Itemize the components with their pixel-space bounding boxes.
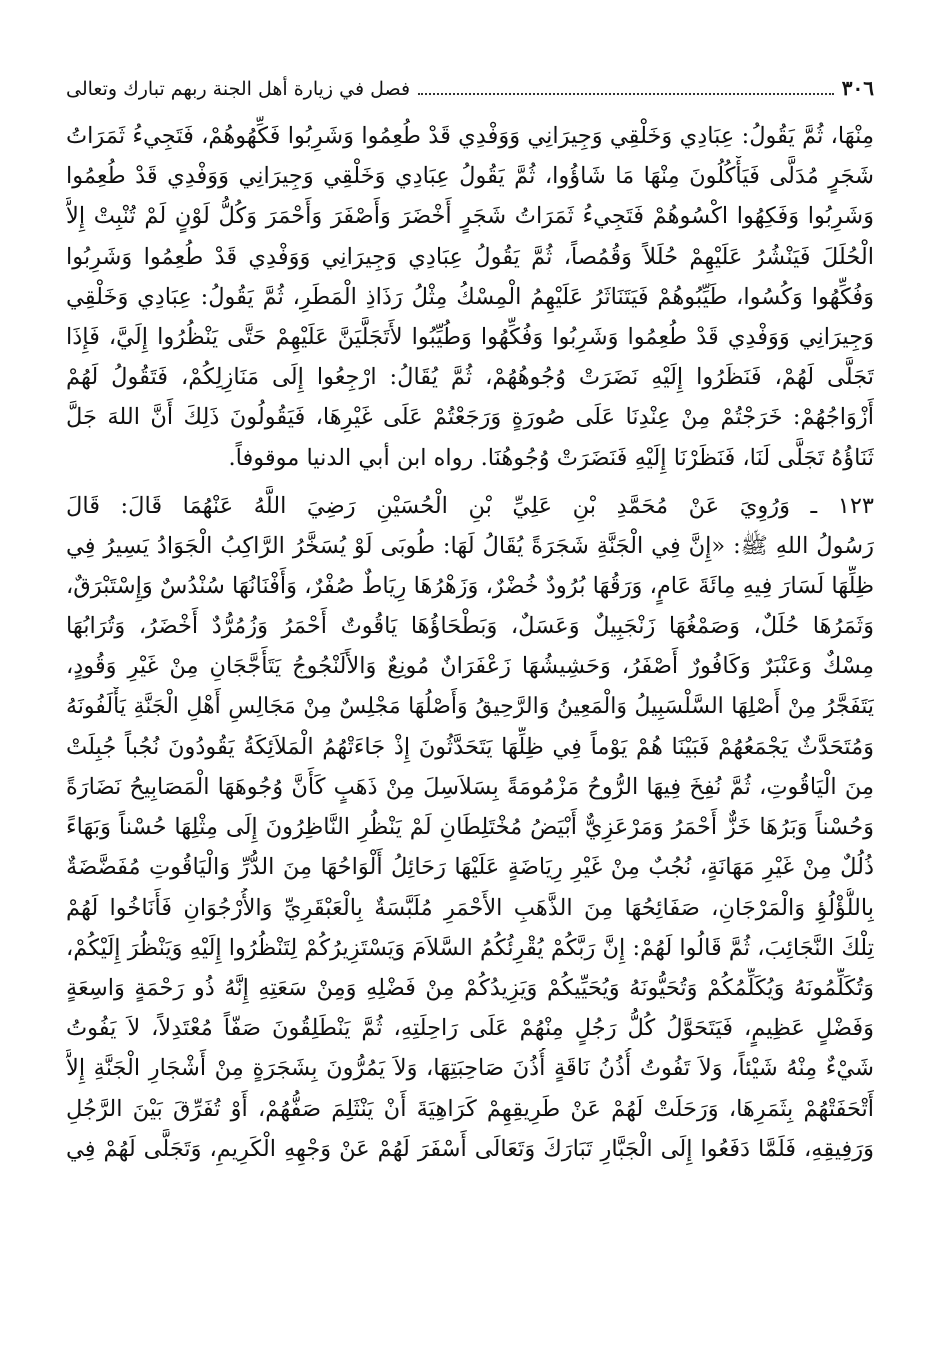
text-line: تَجَلَّى لَهُمْ، فَنَظَرُوا إِلَيْهِ نَضَرَتْ وُجُوهُهُمْ، ثُمَّ يُقَالُ: ارْجِعُوا إِلَى مَنَازِلِكُمْ، فَتَقُولُ لَهُمْ — [66, 364, 874, 391]
section-title: فصل في زيارة أهل الجنة ربهم تبارك وتعالى — [66, 78, 411, 100]
hadith-heading-line: ١٢٣ ـ وَرُوِيَ عَنْ مُحَمَّدِ بْنِ عَلِيِّ بْنِ الْحُسَيْنِ رَضِيَ اللَّهُ عَنْهُمَا قَالَ: قَالَ — [66, 492, 874, 519]
text-line: مِنْهَا، ثُمَّ يَقُولُ: عِبَادِي وَخَلْقِي وَجِيرَانِي وَوَفْدِي قَدْ طُعِمُوا وَشَرِبُوا فَكِّهُوهُمْ، فَتَجِيءُ ثَمَرَاتُ — [66, 123, 874, 149]
text-line: شَيْءٌ مِنْهُ شَيْئاً، وَلاَ تَفُوتُ أُذُنُ نَاقَةٍ أُذُنَ صَاحِبَتِهَا، وَلاَ يَمُرُّونَ بِشَجَرَةٍ مِنْ أَشْجَارِ الْجَنَّةِ إِلاَّ — [66, 1055, 874, 1082]
header-leader-dots — [418, 92, 834, 95]
paragraph-1 — [66, 116, 874, 478]
text-line: تِلْكَ النَّجَائِبَ، ثُمَّ قَالُوا لَهُمْ: إِنَّ رَبَّكُمْ يُقْرِئُكُمُ السَّلاَمَ وَيَسْتَزِيرُكُمْ لِتَنْظُرُوا إِلَيْهِ وَيَنْظُرَ إِلَيْكُمْ، — [66, 934, 874, 961]
text-line: ثَنَاؤُهُ تَجَلَّى لَنَا، فَنَظَرْنَا إِلَيْهِ فَنَضَرَتْ وُجُوهُنَا. رواه ابن أبي الدنيا موقوفاً. — [228, 444, 874, 471]
text-line: وَفَضْلٍ عَظِيمٍ، فَيَتَحَوَّلُ كُلُّ رَجُلٍ مِنْهُمْ عَلَى رَاحِلَتِهِ، ثُمَّ يَنْطَلِقُونَ صَفّاً مُعْتَدِلاً، لاَ يَفُوتُ — [66, 1015, 874, 1042]
text-line: وَجِيرَانِي وَوَفْدِي قَدْ طُعِمُوا وَشَرِبُوا وَفُكِّهُوا وَطُيِّبُوا لأَتَجَلَّيَنَّ عَلَيْهِمْ حَتَّى يَنْظُرُوا إِلَيَّ، فَإِذَا — [66, 323, 874, 350]
paragraph-2-hadith-123 — [66, 486, 874, 1169]
page-number: ٣٠٦ — [841, 76, 874, 100]
text-line: وَمُتَحَدَّثٌ يَجْمَعُهُمْ فَبَيْنَا هُمْ يَوْماً فِي ظِلِّهَا يَتَحَدَّثُونَ إِذْ جَاءَتْهُمُ الْمَلاَئِكَةُ يَقُودُونَ نُجُباً جُبِلَتْ — [66, 733, 874, 760]
text-line: ذُلُلٌ مِنْ غَيْرِ مَهَانَةٍ، نُجُبٌ مِنْ غَيْرِ رِيَاضَةٍ عَلَيْهَا رَحَائِلُ أَلْوَاحُهَا مِنَ الدُّرِّ وَالْيَاقُوتِ مُفَضَّضَةٌ — [66, 854, 874, 881]
text-line: وَرَفِيقِهِ، فَلَمَّا دَفَعُوا إِلَى الْجَبَّارِ تَبَارَكَ وَتَعَالَى أَسْفَرَ لَهُمْ عَنْ وَجْهِهِ الْكَرِيمِ، وَتَجَلَّى لَهُمْ فِي — [66, 1135, 874, 1162]
text-line: مِنَ الْيَاقُوتِ، ثُمَّ نُفِخَ فِيهَا الرُّوحُ مَزْمُومَةً بِسَلاَسِلَ مِنْ ذَهَبٍ كَأَنَّ وُجُوهَهَا الْمَصَابِيحُ نَضَارَةً — [66, 774, 874, 800]
text-line: وَحُسْناً وَبَرُهَا خَزٌّ أَحْمَرُ وَمَرْعَزِيٌّ أَبْيَضُ مُخْتَلِطَانِ لَمْ يَنْظُرِ النَّاظِرُونَ إِلَى مِثْلِهَا حُسْناً وَبَهَاءً — [66, 814, 874, 841]
text-line: أَزْوَاجُهُمْ: خَرَجْتُمْ مِنْ عِنْدِنَا عَلَى صُورَةٍ وَرَجَعْتُمْ عَلَى غَيْرِهَا، فَيَقُولُونَ ذَلِكَ أَنَّ اللهَ جَلَّ — [66, 404, 874, 431]
text-line: مِسْكٌ وَعَنْبَرٌ وَكَافُورٌ أَصْفَرُ، وَحَشِيشُهَا زَعْفَرَانٌ مُونِعٌ وَالأَلَنْجُوجُ يَتَأَجَّجَانِ مِنْ غَيْرِ وَقُودٍ، — [66, 653, 874, 680]
text-line: الْحُلَلَ فَيَنْشُرُ عَلَيْهِمْ حُلَلاً وَقُمُصاً، ثُمَّ يَقُولُ عِبَادِي وَجِيرَانِي وَوَفْدِي قَدْ طُعِمُوا وَشَرِبُوا — [66, 243, 874, 270]
text-line: يَتَفَجَّرُ مِنْ أَصْلِهَا السَّلْسَبِيلُ وَالْمَعِينُ وَالرَّحِيقُ وَأَصْلُهَا مَجْلِسٌ مِنْ مَجَالِسِ أَهْلِ الْجَنَّةِ يَأْلَفُونَهُ — [66, 693, 874, 719]
book-page — [66, 76, 874, 1356]
text-line: أَتْحَفَتْهُمْ بِثَمَرِهَا، وَرَحَلَتْ لَهُمْ عَنْ طَرِيقِهِمْ كَرَاهِيَةَ أَنْ يَنْثَلِمَ صَفُّهُمْ، أَوْ تُفَرِّقَ بَيْنَ الرَّجُلِ — [66, 1095, 874, 1122]
running-header — [66, 76, 874, 106]
text-line: وَتُكَلِّمُونَهُ وَيُكَلِّمُكُمْ وَتُحَيُّونَهُ وَيُحَيِّيكُمْ وَيَزِيدُكُمْ مِنْ فَضْلِهِ وَمِنْ سَعَتِهِ إِنَّهُ ذُو رَحْمَةٍ وَاسِعَةٍ — [66, 974, 874, 1001]
text-line: وَشَرِبُوا وَفَكِهُوا اكْسُوهُمْ فَتَجِيءُ ثَمَرَاتُ شَجَرٍ أَخْضَرَ وَأَصْفَرَ وَأَحْمَرَ وَكُلُّ لَوْنٍ لَمْ تُنْبِتْ إِلاَّ — [66, 203, 874, 230]
text-line: وَفُكِّهُوا وَكُسُوا، طَيِّبُوهُمْ فَيَتَنَاثَرُ عَلَيْهِمُ الْمِسْكُ مِثْلُ رَذَاذِ الْمَطَرِ، ثُمَّ يَقُولُ: عِبَادِي وَخَلْقِي — [66, 283, 874, 310]
text-line: شَجَرٍ مُدَلًّى فَيَأْكُلُونَ مِنْهَا مَا شَاؤُوا، ثُمَّ يَقُولُ عِبَادِي وَخَلْقِي وَجِيرَانِي وَوَفْدِي قَدْ طُعِمُوا — [66, 163, 874, 190]
text-line: بِاللُّؤْلُؤِ وَالْمَرْجَانِ، صَفَائِحُهَا مِنَ الذَّهَبِ الأَحْمَرِ مُلَبَّسَةٌ بِالْعَبْقَرِيِّ وَالأُرْجُوَانِ فَأَنَاخُوا لَهُمْ — [66, 894, 874, 921]
text-line: رَسُولُ اللهِ ﷺ: «إِنَّ فِي الْجَنَّةِ شَجَرَةً يُقَالُ لَهَا: طُوبَى لَوْ يُسَخَّرُ الرَّاكِبُ الْجَوَادُ يَسِيرُ فِي — [66, 532, 874, 559]
text-line: ظِلِّهَا لَسَارَ فِيهِ مِائَةَ عَامٍ، وَرَقُهَا بُرُودٌ خُضْرٌ، وَزَهْرُهَا رِيَاطٌ صُفْرٌ، وَأَفْنَانُهَا سُنْدُسٌ وَإِسْتَبْرَقٌ، — [66, 573, 874, 600]
text-line: وَثَمَرُهَا حُلَلٌ، وَصَمْغُهَا زَنْجَبِيلٌ وَعَسَلٌ، وَبَطْحَاؤُهَا يَاقُوتٌ أَحْمَرُ وَزُمُرُّدٌ أَخْضَرُ، وَتُرَابُهَا — [66, 613, 874, 640]
